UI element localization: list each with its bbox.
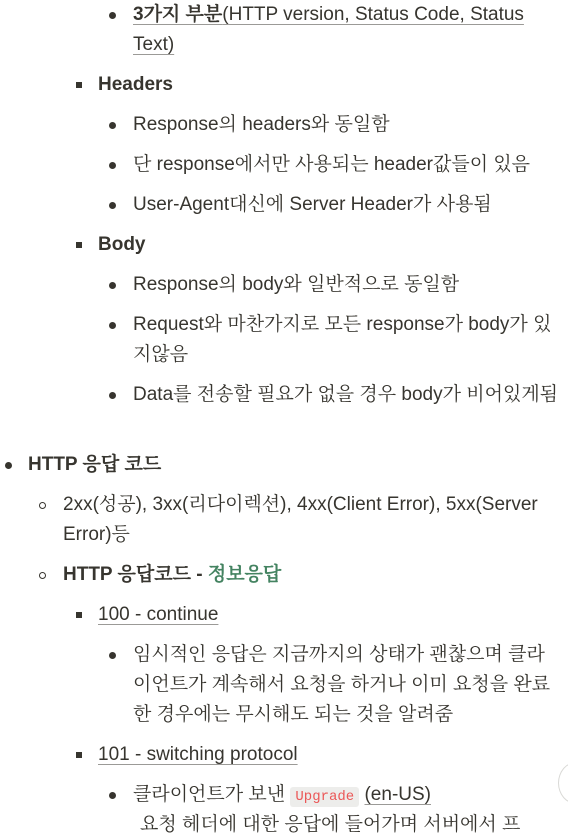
code-100-label[interactable]: 100 - continue [98,604,219,625]
code-100-link[interactable] [98,600,562,630]
bullet-disc [109,282,116,289]
body-item: Response의 body와 일반적으로 동일함 [133,274,460,295]
bullet-disc [109,652,116,659]
bullet-square [76,242,82,248]
body-item: Request와 마찬가지로 모든 response가 body가 있지않음 [133,314,552,365]
bullet-disc [109,202,116,209]
info-highlight: 정보응답 [207,564,282,585]
codes-title: HTTP 응답 코드 [28,454,162,475]
bullet-disc [109,792,116,799]
en-us-link[interactable]: (en-US) [364,784,431,805]
bullet-square [76,82,82,88]
bullet-circle [39,572,46,579]
bullet-disc [109,322,116,329]
headers-item: Response의 headers와 동일함 [133,114,390,135]
code-101-link[interactable] [98,740,562,770]
status-line-item[interactable] [133,0,562,60]
status-line-bold: 3가지 부분 [133,4,223,25]
code-101-desc-pre: 클라이언트가 보낸 [133,784,291,805]
body-title: Body [98,234,146,255]
headers-title: Headers [98,74,173,95]
info-response-heading [63,560,562,590]
codes-summary: 2xx(성공), 3xx(리다이렉션), 4xx(Client Error), 5xx(Server Error)등 [63,494,538,545]
code-101-desc [133,780,562,812]
headers-item: User-Agent대신에 Server Header가 사용됨 [133,194,492,215]
bullet-disc [109,12,116,19]
bullet-disc [109,162,116,169]
code-101-desc-cont: 요청 헤더에 대한 응답에 들어가며 서버에서 프 [140,814,521,835]
bullet-circle [39,502,46,509]
code-101-label[interactable]: 101 - switching protocol [98,744,298,765]
bullet-square [76,612,82,618]
info-prefix: HTTP 응답코드 - [63,564,208,585]
headers-item: 단 response에서만 사용되는 header값들이 있음 [133,154,531,175]
body-item: Data를 전송할 필요가 없을 경우 body가 비어있게됨 [133,384,559,405]
bullet-disc [109,392,116,399]
bullet-disc [109,122,116,129]
bullet-square [76,752,82,758]
code-100-desc: 임시적인 응답은 지금까지의 상태가 괜찮으며 클라이언트가 계속해서 요청을 하거나 이미 요청을 완료한 경우에는 무시해도 되는 것을 알려줌 [133,644,551,725]
status-line-rest: (HTTP version, Status Code, Status Text) [133,4,524,55]
bullet-disc [5,462,12,469]
upgrade-code: Upgrade [290,787,359,807]
